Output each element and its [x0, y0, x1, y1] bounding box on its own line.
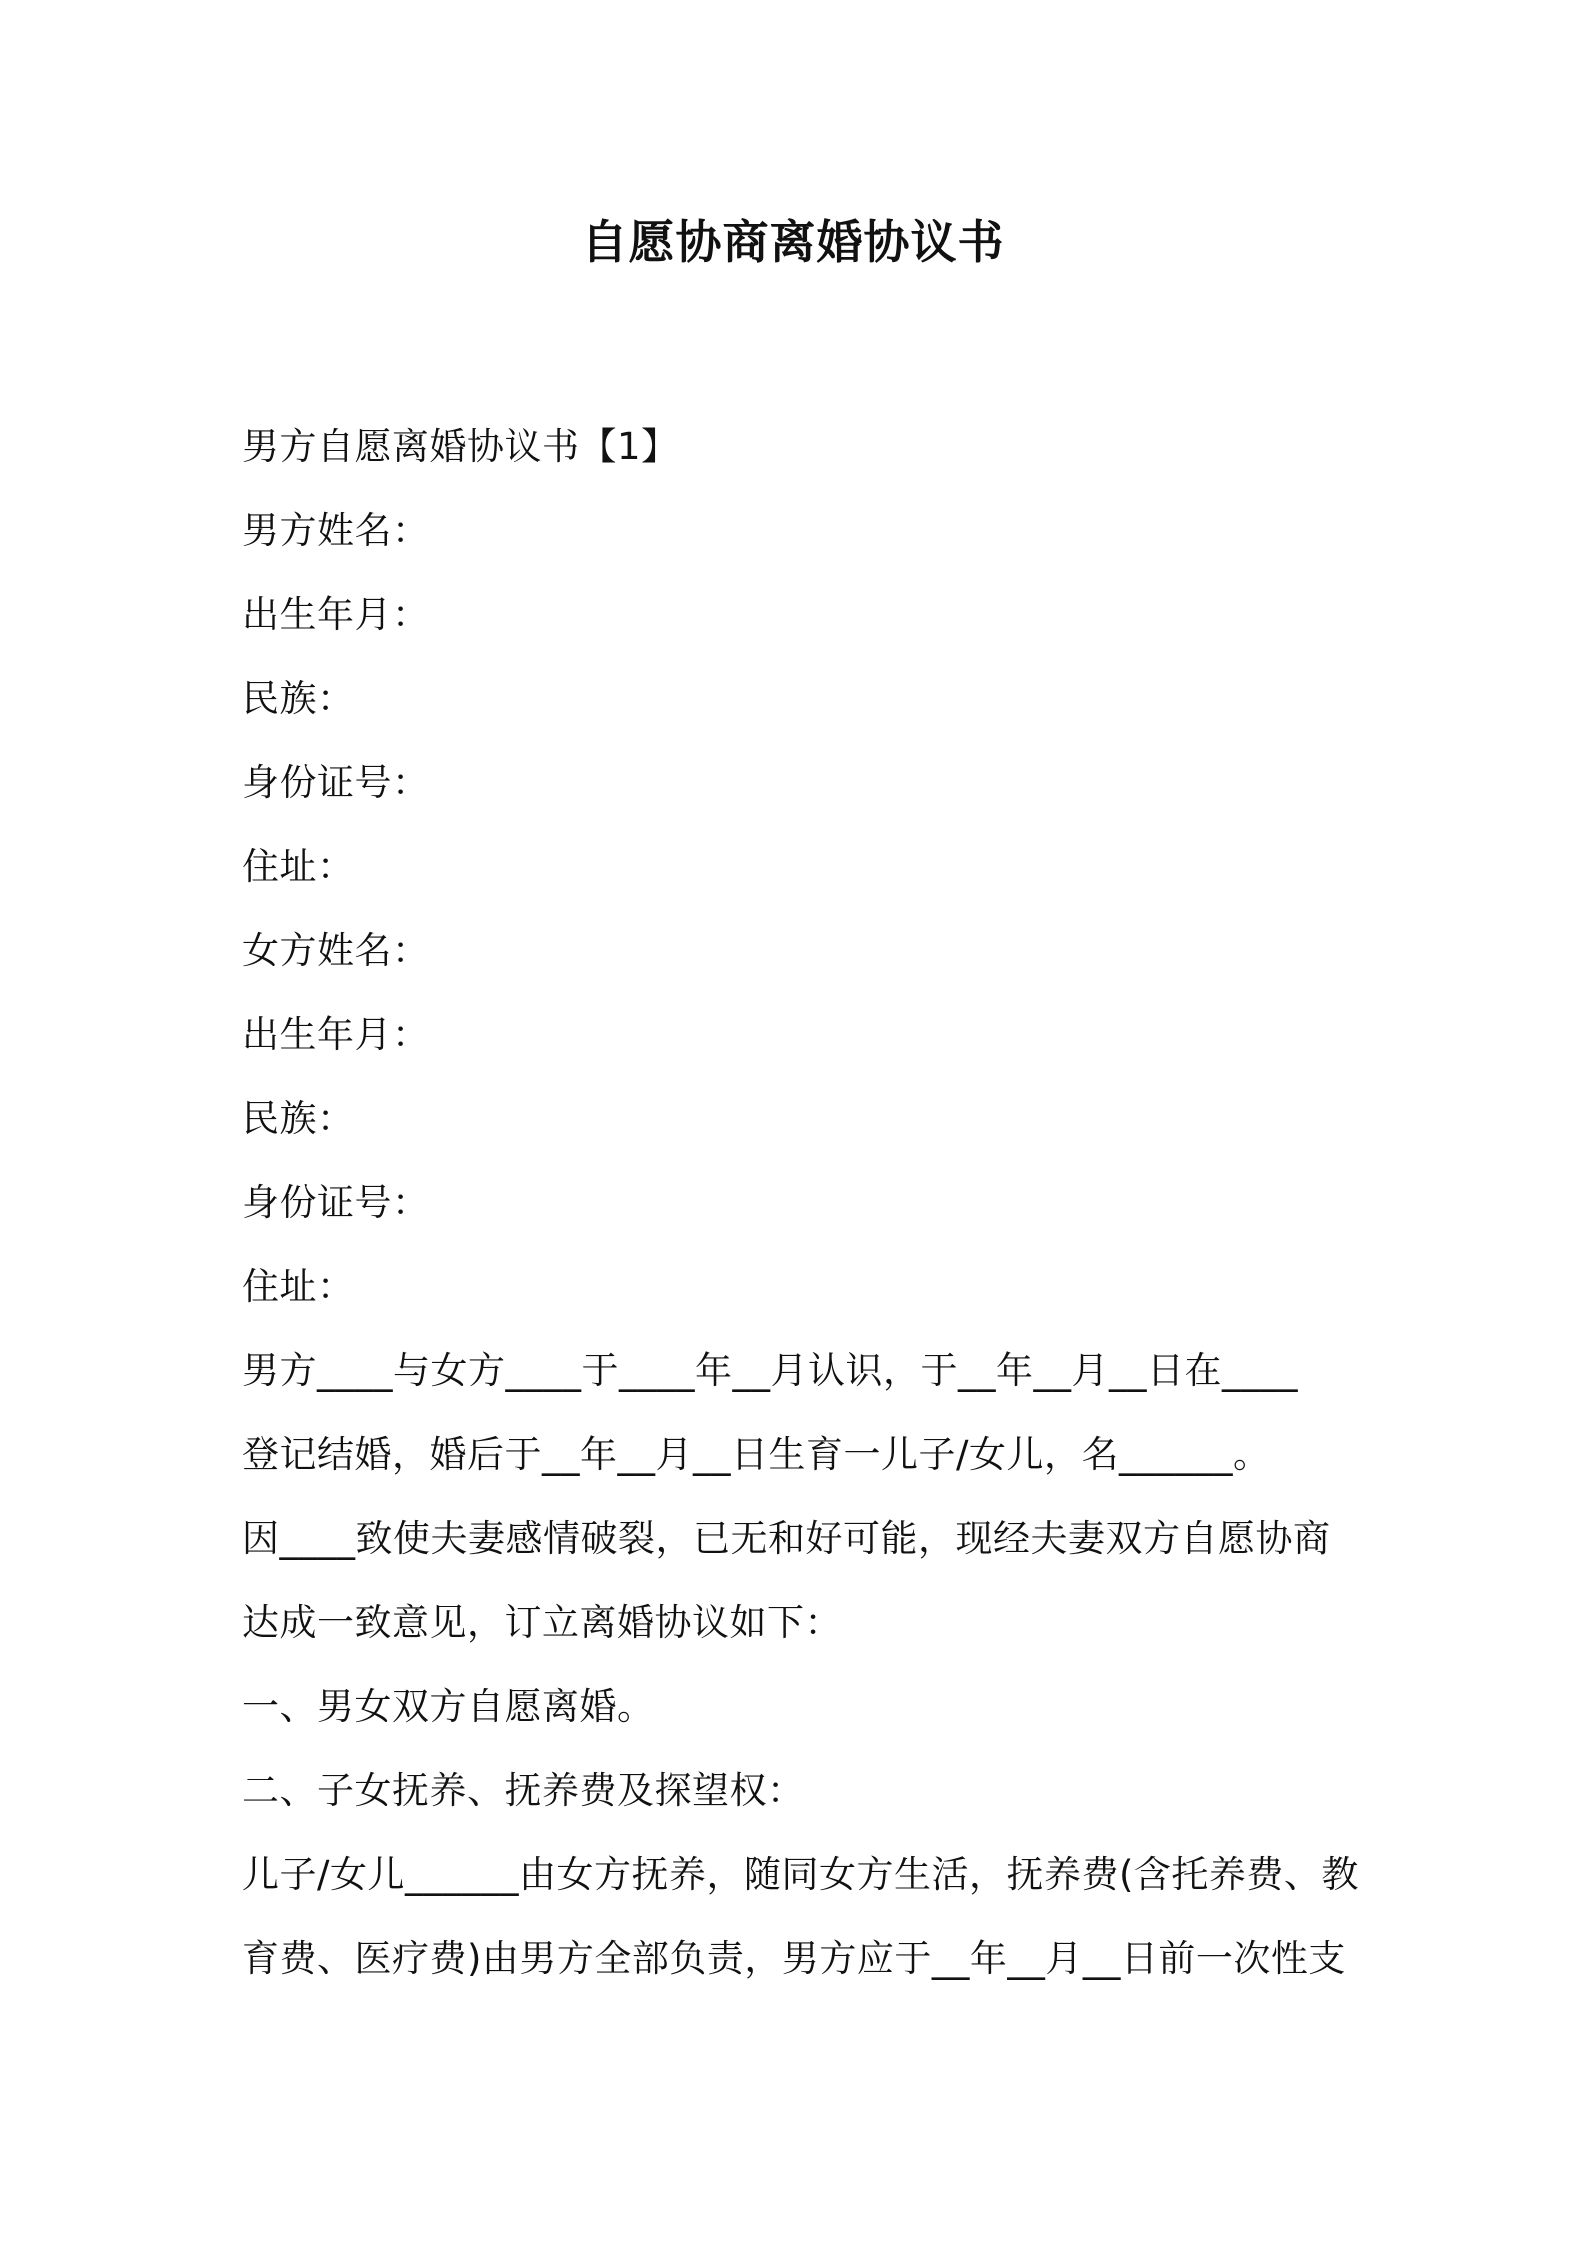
clause-two-heading: 二、子女抚养、抚养费及探望权：: [242, 1769, 805, 1812]
paragraph-line: 达成一致意见，订立离婚协议如下：: [242, 1601, 842, 1644]
male-birth-field: 出生年月：: [242, 593, 430, 636]
female-birth-field: 出生年月：: [242, 1013, 430, 1056]
male-ethnicity-field: 民族：: [242, 677, 355, 720]
female-name-field: 女方姓名：: [242, 929, 430, 972]
paragraph-line: 登记结婚，婚后于__年__月__日生育一儿子/女儿，名______。: [242, 1433, 1271, 1476]
paragraph-line: 因____致使夫妻感情破裂，已无和好可能，现经夫妻双方自愿协商: [242, 1517, 1331, 1560]
section-heading: 男方自愿离婚协议书【1】: [242, 425, 679, 468]
female-address-field: 住址：: [242, 1265, 355, 1308]
clause-one: 一、男女双方自愿离婚。: [242, 1685, 655, 1728]
document-title: 自愿协商离婚协议书: [581, 215, 1005, 269]
paragraph-line: 儿子/女儿______由女方抚养，随同女方生活，抚养费(含托养费、教: [242, 1853, 1359, 1896]
male-id-field: 身份证号：: [242, 761, 430, 804]
male-address-field: 住址：: [242, 845, 355, 888]
paragraph-line: 男方____与女方____于____年__月认识，于__年__月__日在____: [242, 1349, 1298, 1392]
male-name-field: 男方姓名：: [242, 509, 430, 552]
female-id-field: 身份证号：: [242, 1181, 430, 1224]
paragraph-line: 育费、医疗费)由男方全部负责，男方应于__年__月__日前一次性支: [242, 1937, 1346, 1980]
female-ethnicity-field: 民族：: [242, 1097, 355, 1140]
document-body: [242, 405, 1362, 2001]
